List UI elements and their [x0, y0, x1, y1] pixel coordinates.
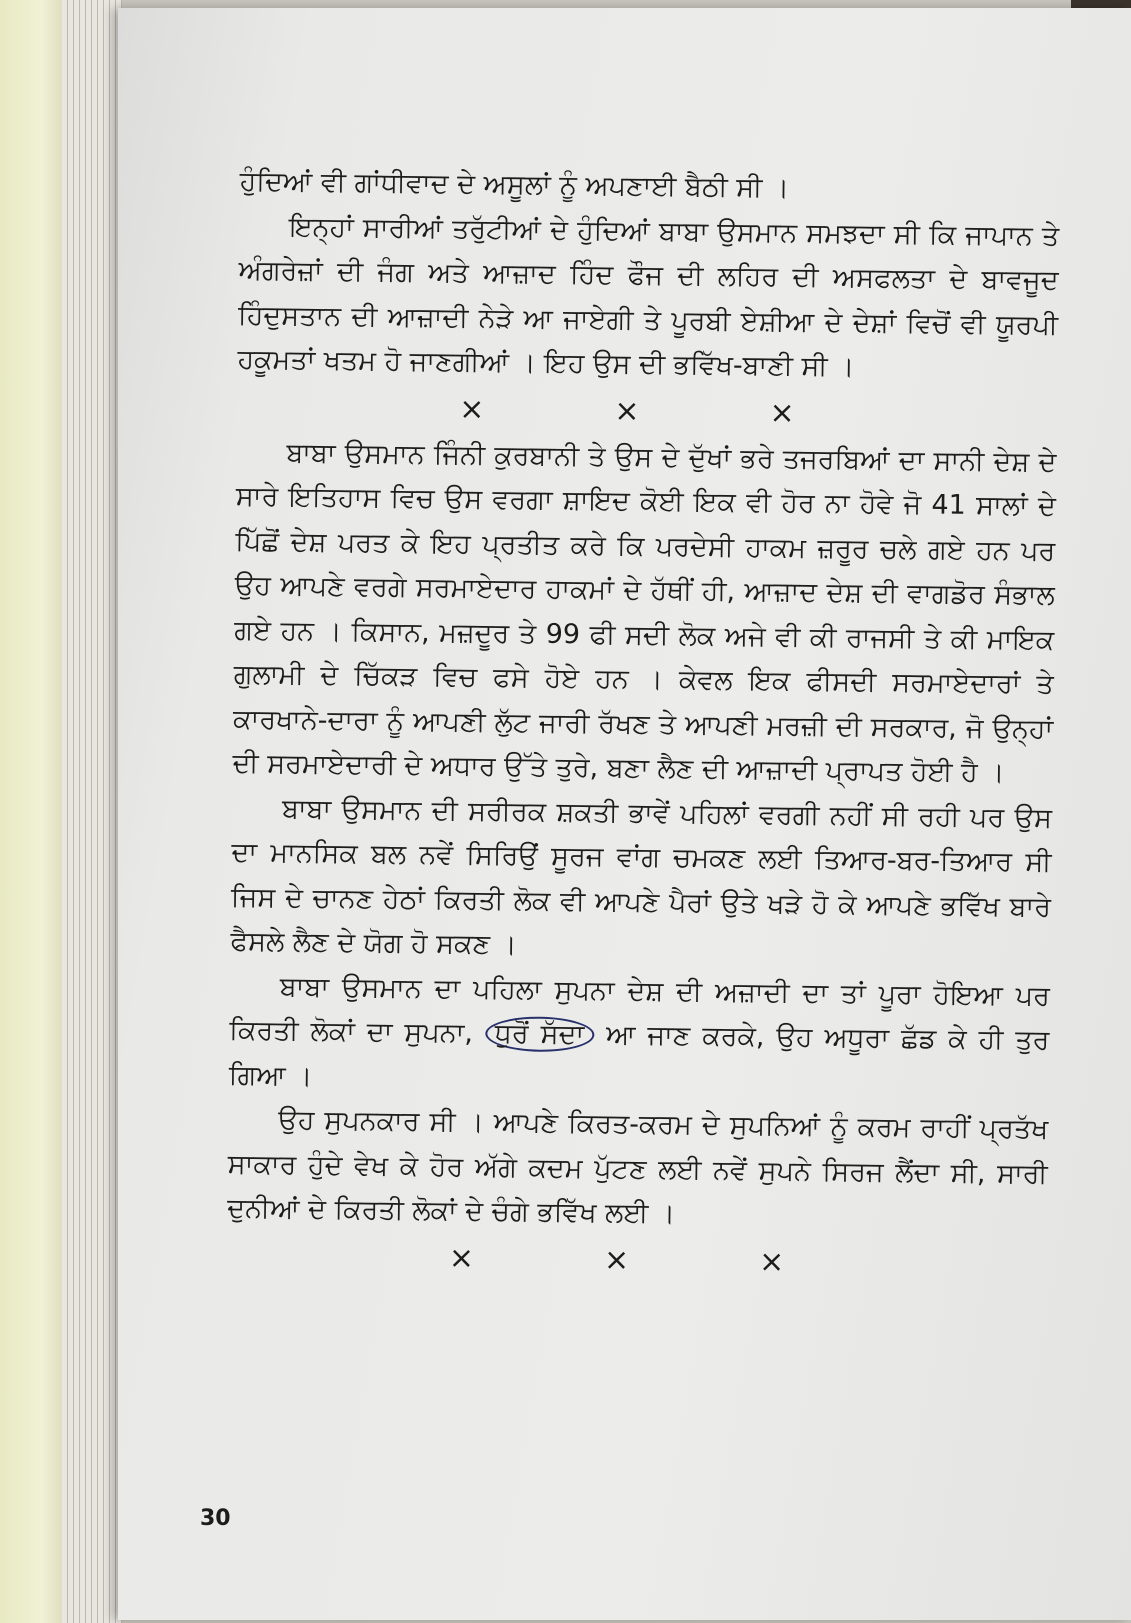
paragraph-3: ਬਾਬਾ ਉਸਮਾਨ ਜਿੰਨੀ ਕੁਰਬਾਨੀ ਤੇ ਉਸ ਦੇ ਦੁੱਖਾਂ ਭਰੇ ਤਜਰਬਿਆਂ ਦਾ ਸਾਨੀ ਦੇਸ਼ ਦੇ ਸਾਰੇ ਇਤਿਹਾਸ ਵਿਚ ਉਸ ਵਰਗਾ ਸ਼ਾਇਦ ਕੋਈ ਇਕ ਵੀ ਹੋਰ ਨਾ ਹੋਵੇ ਜੋ 41 ਸਾਲਾਂ ਦੇ ਪਿੱਛੋਂ ਦੇਸ਼ ਪਰਤ ਕੇ ਇਹ ਪ੍ਰਤੀਤ ਕਰੇ ਕਿ ਪਰਦੇਸੀ ਹਾਕਮ ਜ਼ਰੂਰ ਚਲੇ ਗਏ ਹਨ ਪਰ ਉਹ ਆਪਣੇ ਵਰਗੇ ਸਰਮਾਏਦਾਰ ਹਾਕਮਾਂ ਦੇ ਹੱਥੀਂ ਹੀ, ਆਜ਼ਾਦ ਦੇਸ਼ ਦੀ ਵਾਗਡੋਰ ਸੰਭਾਲ ਗਏ ਹਨ । ਕਿਸਾਨ, ਮਜ਼ਦੂਰ ਤੇ 99 ਫੀ ਸਦੀ ਲੋਕ ਅਜੇ ਵੀ ਕੀ ਰਾਜਸੀ ਤੇ ਕੀ ਮਾਇਕ ਗੁਲਾਮੀ ਦੇ ਚਿੱਕੜ ਵਿਚ ਫਸੇ ਹੋਏ ਹਨ । ਕੇਵਲ ਇਕ ਫੀਸਦੀ ਸਰਮਾਏਦਾਰਾਂ ਤੇ ਕਾਰਖਾਨੇ-ਦਾਰਾ ਨੂੰ ਆਪਣੀ ਲੁੱਟ ਜਾਰੀ ਰੱਖਣ ਤੇ ਆਪਣੀ ਮਰਜ਼ੀ ਦੀ ਸਰਕਾਰ, ਜੋ ਉਨ੍ਹਾਂ ਦੀ ਸਰਮਾਏਦਾਰੀ ਦੇ ਅਧਾਰ ਉੱਤੇ ਤੁਰੇ, ਬਣਾ ਲੈਣ ਦੀ ਆਜ਼ਾਦੀ ਪ੍ਰਾਪਤ ਹੋਈ ਹੈ । — [232, 437, 1057, 789]
paragraph-2: ਇਨ੍ਹਾਂ ਸਾਰੀਆਂ ਤਰੁੱਟੀਆਂ ਦੇ ਹੁੰਦਿਆਂ ਬਾਬਾ ਉਸਮਾਨ ਸਮਝਦਾ ਸੀ ਕਿ ਜਾਪਾਨ ਤੇ ਅੰਗਰੇਜ਼ਾਂ ਦੀ ਜੰਗ ਅਤੇ ਆਜ਼ਾਦ ਹਿੰਦ ਫੌਜ ਦੀ ਲਹਿਰ ਦੀ ਅਸਫਲਤਾ ਦੇ ਬਾਵਜੂਦ ਹਿੰਦੁਸਤਾਨ ਦੀ ਆਜ਼ਾਦੀ ਨੇੜੇ ਆ ਜਾਏਗੀ ਤੇ ਪੂਰਬੀ ਏਸ਼ੀਆ ਦੇ ਦੇਸ਼ਾਂ ਵਿਚੋਂ ਵੀ ਯੂਰਪੀ ਹਕੂਮਤਾਂ ਖਤਮ ਹੋ ਜਾਣਗੀਆਂ । ਇਹ ਉਸ ਦੀ ਭਵਿੱਖ-ਬਾਣੀ ਸੀ । — [237, 211, 1060, 383]
separator-mark: × — [614, 393, 640, 429]
separator-mark: × — [448, 1240, 475, 1276]
paragraph-6: ਉਹ ਸੁਪਨਕਾਰ ਸੀ । ਆਪਣੇ ਕਿਰਤ-ਕਰਮ ਦੇ ਸੁਪਨਿਆਂ ਨੂੰ ਕਰਮ ਰਾਹੀਂ ਪ੍ਰਤੱਖ ਸਾਕਾਰ ਹੁੰਦੇ ਵੇਖ ਕੇ ਹੋਰ ਅੱਗੇ ਕਦਮ ਪੁੱਟਣ ਲਈ ਨਵੇਂ ਸੁਪਨੇ ਸਿਰਜ ਲੈਂਦਾ ਸੀ, ਸਾਰੀ ਦੁਨੀਆਂ ਦੇ ਕਿਰਤੀ ਲੋਕਾਂ ਦੇ ਚੰਗੇ ਭਵਿੱਖ ਲਈ । — [227, 1104, 1049, 1230]
paragraph-1: ਹੁੰਦਿਆਂ ਵੀ ਗਾਂਧੀਵਾਦ ਦੇ ਅਸੂਲਾਂ ਨੂੰ ਅਪਣਾਈ ਬੈਠੀ ਸੀ । — [239, 165, 790, 204]
circled-phrase: ਧੁਰੋਂ ਸੱਦਾ — [485, 1016, 595, 1052]
separator-mark: × — [603, 1242, 630, 1278]
paragraph-5-start: ਬਾਬਾ ਉਸਮਾਨ ਦਾ ਪਹਿਲਾ ਸੁਪਨਾ ਦੇਸ਼ ਦੀ ਅਜ਼ਾਦੀ ਦਾ ਤਾਂ ਪੂਰਾ ਹੋਇਆ ਪਰ ਕਿਰਤੀ ਲੋਕਾਂ ਦਾ ਸੁਪਨਾ, — [229, 971, 1051, 1049]
page-number: 30 — [200, 1506, 231, 1531]
separator-mark: × — [758, 1243, 785, 1280]
separator-mark: × — [459, 391, 485, 427]
paragraph-4: ਬਾਬਾ ਉਸਮਾਨ ਦੀ ਸਰੀਰਕ ਸ਼ਕਤੀ ਭਾਵੇਂ ਪਹਿਲਾਂ ਵਰਗੀ ਨਹੀਂ ਸੀ ਰਹੀ ਪਰ ਉਸ ਦਾ ਮਾਨਸਿਕ ਬਲ ਨਵੇਂ ਸਿਰਿਉਂ ਸੂਰਜ ਵਾਂਗ ਚਮਕਣ ਲਈ ਤਿਆਰ-ਬਰ-ਤਿਆਰ ਸੀ ਜਿਸ ਦੇ ਚਾਨਣ ਹੇਠਾਂ ਕਿਰਤੀ ਲੋਕ ਵੀ ਆਪਣੇ ਪੈਰਾਂ ਉਤੇ ਖੜੇ ਹੋ ਕੇ ਆਪਣੇ ਭਵਿੱਖ ਬਾਰੇ ਫੈਸਲੇ ਲੈਣ ਦੇ ਯੋਗ ਹੋ ਸਕਣ । — [230, 793, 1053, 961]
page-text — [226, 160, 1060, 1289]
adjacent-page-edge — [0, 0, 70, 1623]
paragraph-5-end: ਆ ਜਾਣ ਕਰਕੇ, ਉਹ ਅਧੂਰਾ ਛੱਡ ਕੇ ਹੀ ਤੁਰ ਗਿਆ । — [228, 1019, 1050, 1092]
separator-mark: × — [769, 394, 795, 431]
section-separator-2 — [226, 1231, 1047, 1289]
page-stack-edges — [62, 0, 122, 1623]
paragraph-5 — [229, 964, 1051, 1108]
